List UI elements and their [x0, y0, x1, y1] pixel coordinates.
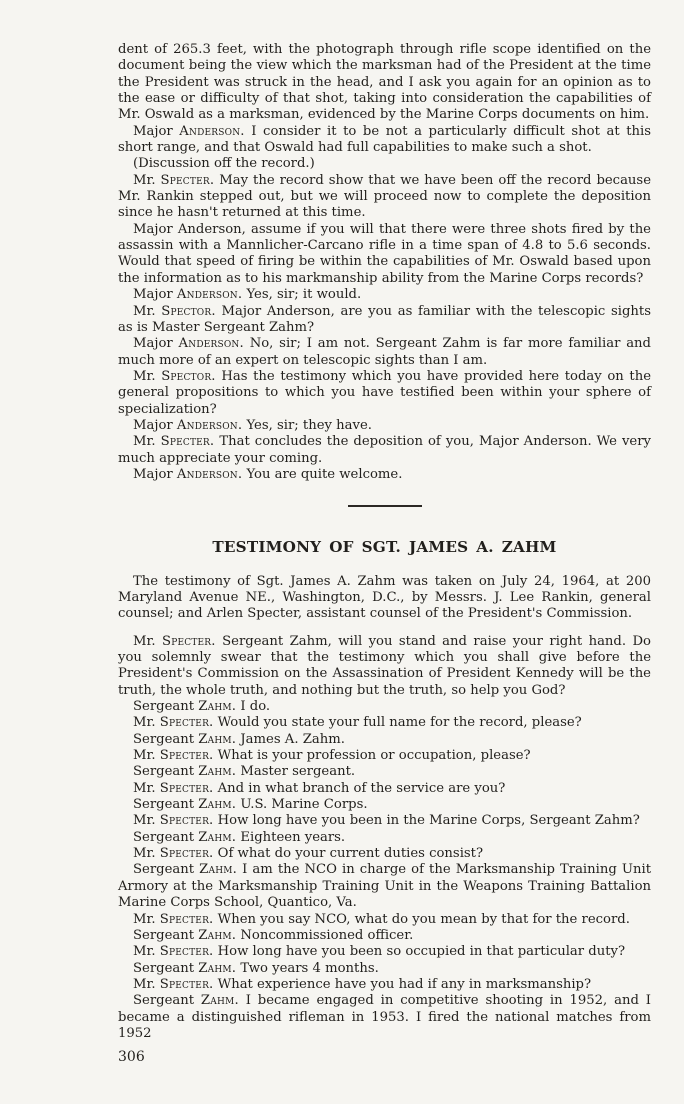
speaker-name: Anderson.	[178, 336, 244, 352]
speaker-name: Specter.	[159, 715, 214, 731]
continuation-paragraph: dent of 265.3 feet, with the photograph through rifle scope identified on the document being the view which the marksman had of the President at the time the President was struck in the head, and I ask you again for an opinion as to the ease or difficulty of that shot, taking into consideration the capabilities of Mr. Oswald as a marksman, evidenced by the Marine Corps documents on him.	[118, 42, 651, 123]
speaker-name: Specter.	[159, 813, 214, 829]
speech-text: U.S. Marine Corps.	[240, 797, 368, 813]
speaker-prefix: Major	[133, 123, 180, 139]
dialogue-paragraph	[118, 418, 651, 434]
speech-text: Master sergeant.	[240, 764, 356, 780]
dialogue-paragraph	[118, 764, 651, 780]
speech-text: Two years 4 months.	[240, 960, 379, 976]
speech-text: What is your profession or occupation, please?	[217, 748, 531, 764]
dialogue-paragraph	[118, 156, 651, 172]
section-heading: TESTIMONY OF SGT. JAMES A. ZAHM	[212, 538, 557, 557]
dialogue-paragraph	[118, 928, 651, 944]
speaker-name: Specter.	[160, 172, 215, 188]
dialogue-paragraph	[118, 699, 651, 715]
speaker-name: Specter.	[161, 633, 216, 649]
speaker-prefix: Mr.	[133, 944, 160, 960]
speaker-name: Zahm.	[198, 927, 237, 943]
speaker-name: Zahm.	[198, 731, 237, 747]
speaker-prefix: Mr.	[133, 434, 161, 450]
speaker-prefix: Sergeant	[133, 764, 199, 780]
speaker-prefix: Mr.	[133, 846, 160, 862]
dialogue-paragraph	[118, 748, 651, 764]
speech-text: You are quite welcome.	[246, 466, 403, 482]
dialogue-paragraph	[118, 862, 651, 911]
speaker-prefix: Sergeant	[133, 829, 199, 845]
speaker-name: Anderson.	[176, 287, 243, 303]
speaker-name: Spector.	[161, 303, 216, 319]
dialogue-paragraph	[118, 732, 651, 748]
speaker-name: Anderson.	[176, 417, 243, 433]
speech-text: Yes, sir; it would.	[246, 287, 362, 303]
speaker-name: Zahm.	[198, 829, 237, 845]
dialogue-paragraph	[118, 830, 651, 846]
speaker-name: Specter.	[159, 780, 214, 796]
speaker-name: Zahm.	[198, 764, 237, 780]
speaker-name: Specter.	[159, 846, 214, 862]
speaker-prefix: Sergeant	[133, 993, 201, 1009]
speaker-prefix: Mr.	[133, 172, 161, 188]
speaker-prefix: Mr.	[133, 780, 160, 796]
speech-text: How long have you been in the Marine Corps, Sergeant Zahm?	[217, 813, 640, 829]
speech-text: Sergeant Zahm, will you stand and raise your right hand. Do you solemnly swear that the testimony which you shall give before the President's Commission on the Assassination of President Kennedy will be the truth, the whole truth, and nothing but the truth, so help you God?	[118, 633, 651, 698]
zahm-testimony-dialogue	[118, 634, 651, 1043]
speech-text: Eighteen years.	[240, 829, 346, 845]
speaker-prefix: Sergeant	[133, 731, 199, 747]
dialogue-paragraph	[118, 961, 651, 977]
speaker-prefix: Mr.	[133, 715, 160, 731]
speech-text: Of what do your current duties consist?	[217, 846, 484, 862]
speech-text: Noncommissioned officer.	[240, 927, 414, 943]
speaker-name: Zahm.	[198, 960, 237, 976]
testimony-intro-paragraph: The testimony of Sgt. James A. Zahm was taken on July 24, 1964, at 200 Maryland Avenue NE., Washington, D.C., by Messrs. J. Lee Rankin, general counsel; and Arlen Specter, assistant counsel of the President's Commission.	[118, 573, 651, 622]
speaker-prefix: Mr.	[133, 303, 162, 319]
dialogue-paragraph	[118, 977, 651, 993]
speech-text: Would you state your full name for the record, please?	[217, 715, 582, 731]
speaker-name: Zahm.	[198, 797, 237, 813]
speech-text: Has the testimony which you have provided here today on the general propositions to which you have testified been within your sphere of specialization?	[118, 368, 651, 417]
speaker-prefix: Mr.	[133, 911, 160, 927]
speech-text: Major Anderson, are you as familiar with the telescopic sights as is Master Sergeant Zahm?	[118, 303, 651, 335]
dialogue-paragraph	[118, 797, 651, 813]
dialogue-paragraph	[118, 634, 651, 699]
speech-text: I consider it to be not a particularly difficult shot at this short range, and that Oswald had full capabilities to make such a shot.	[118, 123, 651, 156]
speaker-name: Specter.	[159, 911, 214, 927]
dialogue-paragraph	[118, 715, 651, 731]
speech-text: When you say NCO, what do you mean by that for the record.	[217, 911, 630, 927]
speaker-prefix: Sergeant	[133, 797, 199, 813]
speaker-prefix: Sergeant	[133, 862, 200, 878]
speech-text: I am the NCO in charge of the Marksmanship Training Unit Armory at the Marksmanship Training Unit in the Weapons Training Battalion Marine Corps School, Quantico, Va.	[118, 862, 651, 911]
speaker-prefix: Major	[133, 466, 177, 482]
dialogue-paragraph	[118, 222, 651, 287]
speaker-prefix: Mr.	[133, 976, 160, 992]
speaker-prefix: Sergeant	[133, 927, 199, 943]
section-divider-rule	[348, 505, 422, 507]
speaker-name: Specter.	[159, 976, 214, 992]
speech-text: And in what branch of the service are you?	[217, 780, 506, 796]
speech-text: What experience have you had if any in marksmanship?	[217, 976, 592, 992]
speaker-prefix: Mr.	[133, 748, 160, 764]
speaker-name: Anderson.	[176, 466, 243, 482]
dialogue-paragraph	[118, 813, 651, 829]
speaker-prefix: Sergeant	[133, 699, 199, 715]
speaker-prefix: Mr.	[133, 813, 160, 829]
speech-text: Yes, sir; they have.	[246, 417, 372, 433]
speech-text: No, sir; I am not. Sergeant Zahm is far more familiar and much more of an expert on telescopic sights than I am.	[118, 336, 651, 368]
text-block	[118, 42, 651, 1066]
anderson-deposition-dialogue	[118, 124, 651, 484]
dialogue-paragraph	[118, 944, 651, 960]
speech-text: I do.	[240, 699, 271, 715]
dialogue-paragraph	[118, 781, 651, 797]
dialogue-paragraph	[118, 434, 651, 467]
speaker-name: Specter.	[160, 434, 215, 450]
speech-text: James A. Zahm.	[240, 731, 345, 747]
speaker-prefix: Mr.	[133, 633, 162, 649]
dialogue-paragraph	[118, 846, 651, 862]
dialogue-paragraph	[118, 912, 651, 928]
page-number: 306	[118, 1049, 145, 1066]
speaker-name: Zahm.	[198, 699, 237, 715]
speaker-prefix: Major	[133, 336, 179, 352]
speaker-name: Zahm.	[200, 993, 239, 1009]
speaker-prefix: Mr.	[133, 368, 162, 384]
speech-text: May the record show that we have been off the record because Mr. Rankin stepped out, but we will proceed now to complete the deposition since he hasn't returned at this time.	[118, 172, 651, 221]
dialogue-paragraph	[118, 287, 651, 303]
dialogue-paragraph	[118, 124, 651, 157]
speaker-name: Spector.	[161, 368, 216, 384]
dialogue-paragraph	[118, 369, 651, 418]
speaker-name: Specter.	[159, 944, 214, 960]
speaker-prefix: Sergeant	[133, 960, 199, 976]
dialogue-paragraph	[118, 336, 651, 369]
speech-text: Major Anderson, assume if you will that there were three shots fired by the assassin with a Mannlicher-Carcano rifle in a time span of 4.8 to 5.6 seconds. Would that speed of firing be within the capabilities of Mr. Oswald based upon the information as to his markmanship ability from the Marine Corps records?	[118, 221, 651, 286]
speaker-prefix: Major	[133, 417, 177, 433]
speaker-prefix: Major	[133, 287, 177, 303]
dialogue-paragraph	[118, 993, 651, 1042]
dialogue-paragraph	[118, 173, 651, 222]
speech-text: How long have you been so occupied in that particular duty?	[217, 944, 626, 960]
dialogue-paragraph	[118, 304, 651, 337]
speaker-name: Specter.	[159, 748, 214, 764]
speaker-name: Zahm.	[199, 862, 238, 878]
dialogue-paragraph	[118, 467, 651, 483]
speech-text: I became engaged in competitive shooting in 1952, and I became a distinguished rifleman in 1953. I fired the national matches from 1952	[118, 993, 651, 1041]
speech-text: That concludes the deposition of you, Major Anderson. We very much appreciate your coming.	[118, 434, 651, 466]
speaker-name: Anderson.	[179, 123, 245, 139]
speech-text: (Discussion off the record.)	[133, 156, 315, 172]
